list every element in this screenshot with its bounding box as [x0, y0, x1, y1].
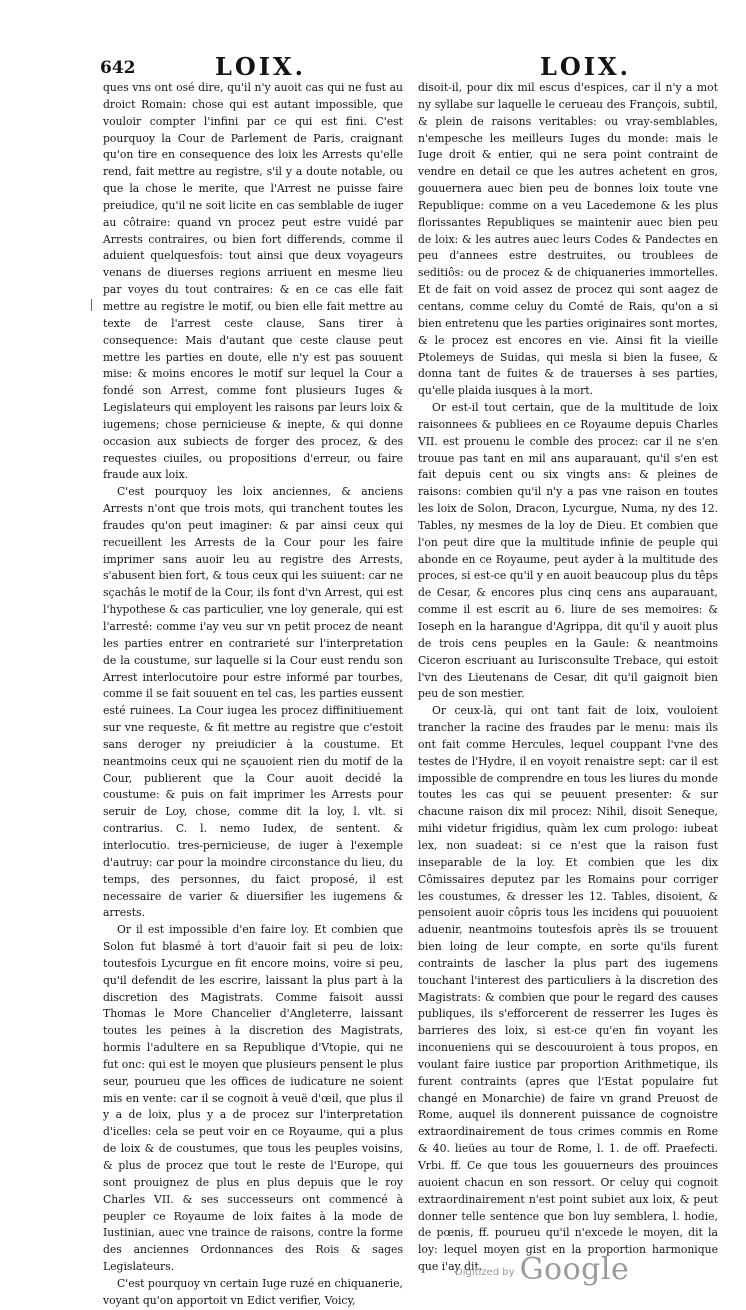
page-number: 642	[100, 58, 136, 78]
paragraph: Or il est impossible d'en faire loy. Et combien que Solon fut blasmé à tort d'auoir fait si peu de loix: toutesfois Lycurgue en fit encore moins, voire si peu, qu'il defendit de les escrire, laissant la plus part à la discretion des Magistrats. Comme faisoit aussi Thomas le More Chancelier d'Angleterre, laissant toutes les peines à la discretion des Magistrats, hormis l'adultere en sa Republique d'Vtopie, qui ne fut onc: qui est le moyen que plusieurs pensent le plus seur, pourueu que les offices de iudicature ne soient mis en vente: car il se cognoit à veuë d'œil, que plus il y a de loix, plus y a de procez sur l'interpretation d'icelles: cela se peut voir en ce Royaume, qui a plus de loix & de coustumes, que tous les peuples voisins, & plus de procez que tout le reste de l'Europe, qui sont prouignez de plus en plus depuis que le roy Charles VII. & ses successeurs ont commencé à peupler ce Royaume de loix faites à la mode de Iustinian, auec vne traince de raisons, contre la forme des anciennes Ordonnances des Rois & sages Legislateurs.	[103, 923, 403, 1274]
paragraph: ques vns ont osé dire, qu'il n'y auoit cas qui ne fust au droict Romain: chose qui est autant impossible, que vouloir compter l'infini par ce qui est fini. C'est pourquoy la Cour de Parlement de Paris, craignant qu'on tire en consequence des loix les Arrests qu'elle rend, fait mettre au registre, s'il y a doute notable, ou que la chose le merite, que l'Arrest ne puisse faire preiudice, qu'il ne soit licite en cas semblable de iuger au côtraire: quand vn procez peut estre vuidé par Arrests contraires, ou bien fort differends, comme il aduient quelquesfois: tout ainsi que deux voyageurs venans de diuerses regions arriuent en mesme lieu par voyes du tout contraires: & en ce cas elle fait mettre au registre le motif, ou bien elle fait mettre au texte de l'arrest ceste clause, Sans tirer à consequence: Mais d'autant que ceste clause peut mettre les parties en doute, elle n'y est pas souuent mise: & moins encores le motif sur lequel la Cour a fondé son Arrest, comme font plusieurs Iuges & Legislateurs qui employent les raisons par leurs loix & iugemens; chose pernicieuse & inepte, & qui donne occasion aux subiects de forger des procez, & des requestes ciuiles, ou propositions d'erreur, ou faire fraude aux loix.	[103, 81, 403, 482]
left-column	[103, 80, 403, 1310]
running-head-right: LOIX.	[540, 52, 631, 81]
paragraph: C'est pourquoy les loix anciennes, & anciens Arrests n'ont que trois mots, qui tranchent toutes les fraudes qu'on peut imaginer: & par ainsi ceux qui recueillent les Arrests de la Cour pour les faire imprimer sans auoir leu au registre des Arrests, s'abusent bien fort, & tous ceux qui les suiuent: car ne sçachâs le motif de la Cour, ils font d'vn Arrest, qui est l'hypothese & cas particulier, vne loy generale, qui est l'arresté: comme i'ay veu sur vn petit procez de neant les parties entrer en contrarieté sur l'interpretation de la coustume, sur laquelle si la Cour eust rendu son Arrest interlocutoire pour estre informé par tourbes, comme il se fait souuent en tel cas, les parties eussent esté ruinees. La Cour iugea les procez diffinitiuement sur vne requeste, & fit mettre au registre que c'estoit sans deroger ny preiudicier à la coustume. Et neantmoins ceux qui ne sçauoient rien du motif de la Cour, publierent que la Cour auoit decidé la coustume: & puis on fait imprimer les Arrests pour seruir de Loy, chose, comme dit la loy, l. vlt. si contrarius. C. l. nemo Iudex, de sentent. & interlocutio. tres-pernicieuse, de iuger à l'exemple d'autruy: car pour la moindre circonstance du lieu, du temps, des personnes, du faict proposé, il est necessaire de varier & diuersifier les iugemens & arrests.	[103, 485, 404, 920]
paragraph: C'est pourquoy vn certain Iuge ruzé en chiquanerie, voyant qu'on apportoit vn Edict verifier, Voicy,	[103, 1276, 403, 1307]
margin-mark	[91, 299, 92, 311]
watermark-brand: Google	[519, 1252, 630, 1287]
watermark-prefix: Digitized by	[455, 1267, 515, 1278]
paragraph: Or ceux-là, qui ont tant fait de loix, vouloient trancher la racine des fraudes par le menu: mais ils ont fait comme Hercules, lequel couppant l'vne des testes de l'Hydre, il en voyoit renaistre sept: car il est impossible de comprendre en tous les liures du monde toutes les cas qui se peuuent presenter: & sur chacune raison dix mil procez: Nihil, disoit Seneque, mihi videtur frigidius, quàm lex cum prologo: iubeat lex, non suadeat: si ce n'est que la raison fust inseparable de la loy. Et combien que les dix Cômissaires deputez par les Romains pour corriger les coustumes, & dresser les 12. Tables, disoient, & pensoient auoir côpris tous les incidens qui pouuoient aduenir, neantmoins toutesfois après ils se trouuent bien loing de leur compte, en sorte qu'ils furent contraints de lascher la plus part des iugemens touchant l'interest des particuliers à la discretion des Magistrats: & combien que pour le regard des causes publiques, ils s'efforcerent de resserrer les Iuges ès barrieres des loix, si est-ce qu'en fin voyant les inconueniens qui se descouuroient à tous propos, en voulant faire iustice par proportion Arithmetique, ils furent contraints (apres que l'Estat populaire fut changé en Monarchie) de faire vn grand Preuost de Rome, auquel ils donnerent puissance de cognoistre extraordinairement de tous crimes commis en Rome & 40. lieües au tour de Rome, l. 1. de off. Praefecti. Vrbi. ff. Ce que tous les gouuerneurs des prouinces auoient chacun en son ressort. Or celuy qui cognoit extraordinairement n'est point subiet aux loix, & peut donner telle sentence que bon luy semblera, l. hodie, de pœnis, ff. pourueu qu'il n'excede le moyen, dit la loy: lequel moyen gist en la proportion harmonique que i'ay dit.	[418, 704, 718, 1274]
right-column	[418, 80, 718, 1276]
google-watermark	[455, 1252, 629, 1287]
paragraph: Or est-il tout certain, que de la multitude de loix raisonnees & publiees en ce Royaume depuis Charles VII. est prouenu le comble des procez: car il ne s'en trouue pas tant en mil ans auparauant, qu'il s'en est fait depuis cent ou six vingts ans: & pleines de raisons: combien qu'il n'y a pas vne raison en toutes les loix de Solon, Dracon, Lycurgue, Numa, ny des 12. Tables, ny mesmes de la loy de Dieu. Et combien que l'on peut dire que la multitude infinie de peuple qui abonde en ce Royaume, peut ayder à la multitude des proces, si est-ce qu'il y en auoit beaucoup plus du têps de Cesar, & encores plus cinq cens ans auparauant, comme il est escrit au 6. liure de ses memoires: & Ioseph en la harangue d'Agrippa, dit qu'il y auoit plus de trois cens peuples en la Gaule: & neantmoins Ciceron escriuant au Iurisconsulte Trebace, qui estoit l'vn des Lieutenans de Cesar, dit qu'il gaignoit bien peu de son mestier.	[418, 401, 718, 701]
paragraph: disoit-il, pour dix mil escus d'espices, car il n'y a mot ny syllabe sur laquelle le cerueau des François, subtil, & plein de raisons veritables: ou vray-semblables, n'empesche les meilleurs Iuges du monde: mais le Iuge droit & entier, qui ne sera point contraint de vendre en detail ce que les autres achetent en gros, gouuernera auec bien peu de bonnes loix toute vne Republique: comme on a veu Lacedemone & les plus florissantes Republiques se maintenir auec bien peu de loix: & les autres auec leurs Codes & Pandectes en peu d'annees estre destruites, ou troublees de seditiôs: ou de procez & de chiquaneries immortelles. Et de fait on void assez de procez qui sont aagez de centans, comme celuy du Comté de Rais, qu'on a si bien entretenu que les parties originaires sont mortes, & le procez est encores en vie. Ainsi fit la vieille Ptolemeys de Suidas, qui mesla si bien la fusee, & donna tant de fuites & de trauerses à ses parties, qu'elle plaida iusques à la mort.	[418, 81, 718, 398]
running-head-left: LOIX.	[215, 52, 306, 81]
